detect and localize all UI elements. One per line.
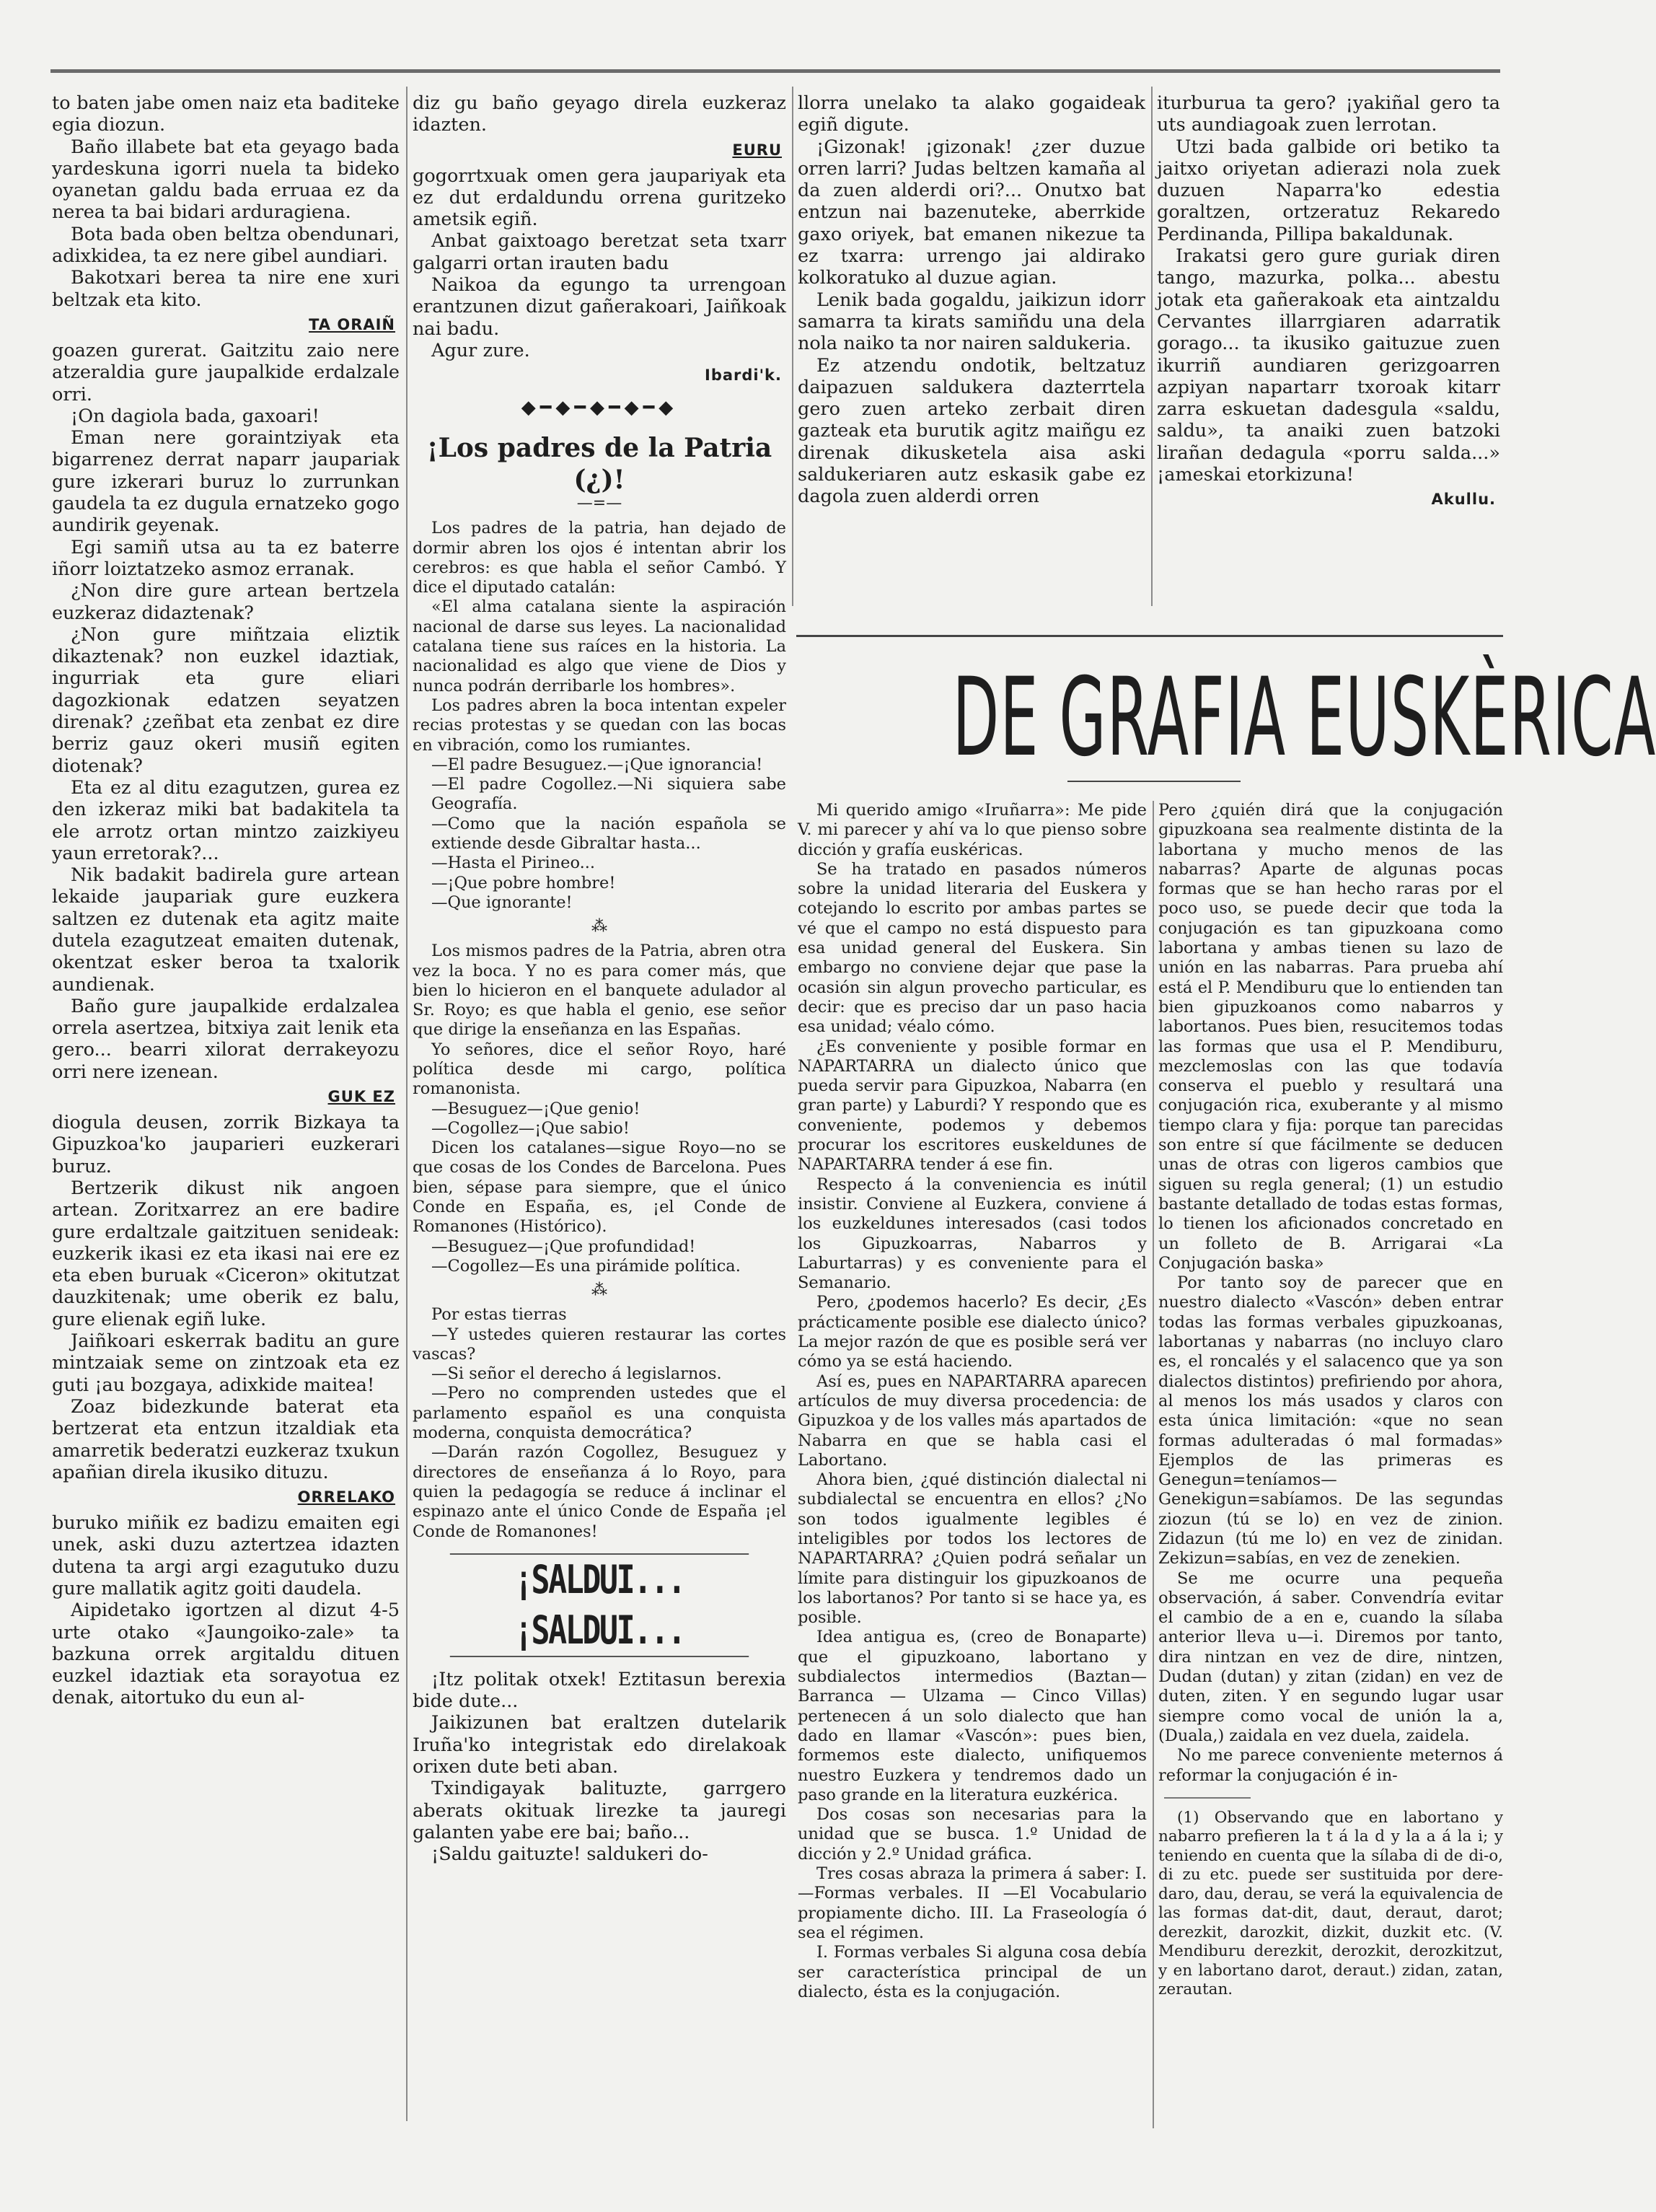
paragraph: ¿Non gure miñtzaia eliztik dikaztenak? non euzkel idaztiak, ingurriak eta gure eliari dagozkionak edatzen seyatzen direnak? ¿zeñbat eta zenbat ez dire berriz gauz okeri musiñ egiten diotenak?	[52, 623, 400, 777]
paragraph: goazen gurerat. Gaitzitu zaio nere atzeraldia gure jaupalkide erdalzale orri.	[52, 339, 400, 405]
paragraph: ¿Non dire gure artean bertzela euzkeraz didaztenak?	[52, 580, 400, 624]
paragraph: Respecto á la conveniencia es inútil insistir. Conviene al Euzkera, conviene á los euzkeldunes interesados (casi todos los Gipuzkoarras, Nabarros y Laburtarras) y es conveniente para el Semanario.	[798, 1175, 1147, 1293]
section-signature: GUK EZ	[327, 1088, 395, 1106]
footnote-text: (1) Observando que en labortano y nabarro prefieren la t á la d y la a á la i; y teniendo en cuenta que la sílaba di de di-o, di zu etc. puede ser sustituida por dere-daro, dau, derau, se verá la equivalencia de las formas dat-dit, daut, deraut, darot; derezkit, darozkit, dizkit, duzkit etc. (V. Mendiburu derezkit, derozkit, derozkitzut, y en labortano darot, deraut.) zidan, zatan, zerautan.	[1158, 1808, 1503, 1999]
column-1	[52, 92, 400, 2134]
paragraph: Jaikizunen bat eraltzen dutelarik Iruña'ko integristak edo direlakoak orixen dute beti aban.	[413, 1712, 786, 1778]
section-signature: ORRELAKO	[297, 1488, 395, 1506]
paragraph: Eta ez al ditu ezagutzen, gurea ez den izkeraz miki bat badakitela ta ele arrotz ortan mintzo zaizkiyeu yaun erretorak?...	[52, 776, 400, 864]
paragraph: Idea antigua es, (creo de Bonaparte) que el gipuzkoano, labortano y subdialectos intermedios (Baztan—Barranca — Ulzama — Cinco Villas) pertenecen á un solo dialecto que han dado en llamar «Vascón»: pues bien, formemos este dialecto, unifiquemos nuestro Euzkera y tendremos dado un paso grande en la literatura euzkérica.	[798, 1628, 1147, 1804]
paragraph: to baten jabe omen naiz eta baditeke egia diozun.	[52, 92, 400, 136]
footnote-rule	[1164, 1797, 1251, 1799]
paragraph: Naikoa da egungo ta urrengoan erantzunen dizut gañerakoari, Jaiñkoak nai badu.	[413, 274, 786, 340]
paragraph: gogorrtxuak omen gera jaupariyak eta ez dut erdaldundu orrena guritzeko ametsik egiñ.	[413, 164, 786, 231]
dialogue-line: —El padre Cogollez.—Ni siquiera sabe Geografía.	[431, 775, 786, 814]
paragraph: Así es, pues en NAPARTARRA aparecen artículos de muy diversa procedencia: de Gipuzkoa y de los valles más apartados de Nabarra en que se habla casi el Labortano.	[798, 1371, 1147, 1470]
paragraph: —Y ustedes quieren restaurar las cortes vascas?	[413, 1325, 786, 1364]
dialogue-line: —Como que la nación española se extiende desde Gibraltar hasta...	[431, 814, 786, 853]
paragraph: Jaiñkoari eskerrak baditu an gure mintzaiak seme on zintzoak eta ez guti ¡au bozgaya, adixkide maitea!	[52, 1330, 400, 1396]
asterism: ⁂	[591, 918, 607, 936]
paragraph: Lenik bada gogaldu, jaikizun idorr samarra ta kirats samiñdu una dela nola naiko ta nor nairen saldukeria.	[798, 289, 1145, 355]
paragraph: Nik badakit badirela gure artean lekaide jaupariak gure euzkera saltzen ez dutenak eta agitz maite dutela ezagutzeat emaiten dutenak, okentzat esker beroa ta txalorik aundienak.	[52, 864, 400, 996]
dialogue-line: —Besuguez—¡Que genio!	[431, 1099, 640, 1118]
paragraph: Por estas tierras	[431, 1305, 567, 1325]
dialogue-line: —El padre Besuguez.—¡Que ignorancia!	[431, 755, 763, 774]
paragraph: Baño illabete bat eta geyago bada yardeskuna igorri nuela ta bideko oyanetan galdu bada erruaa ez da nerea ta bai bidari arduragiena.	[52, 136, 400, 224]
column-divider	[792, 87, 793, 606]
paragraph: Dicen los catalanes—sigue Royo—no se que cosas de los Condes de Barcelona. Pues bien, sépase para siempre, que el único Conde en España, es, ¡el Conde de Romanones (Histórico).	[413, 1138, 786, 1237]
paragraph: —Darán razón Cogollez, Besuguez y directores de enseñanza á lo Royo, para quien la pedagogía se reduce á inclinar el espinazo ante el único Conde de España ¡el Conde de Romanones!	[413, 1443, 786, 1541]
paragraph: diogula deusen, zorrik Bizkaya ta Gipuzkoa'ko jauparieri euzkerari buruz.	[52, 1112, 400, 1177]
paragraph: Anbat gaixtoago beretzat seta txarr galgarri ortan irauten badu	[413, 230, 786, 274]
article-title: ¡SALDUI... ¡SALDUI...	[450, 1553, 749, 1657]
author-signature: Akullu.	[1431, 491, 1496, 509]
dialogue-line: —Hasta el Pirineo...	[431, 853, 596, 873]
paragraph: Utzi bada galbide ori betiko ta jaitxo oriyetan adierazi nola zuek duzuen Naparra'ko edestia goraltzen, ortzeratuz Rekaredo Perdinanda, Pillipa bakaldunak.	[1157, 136, 1500, 245]
paragraph: Se ha tratado en pasados números sobre la unidad literaria del Euskera y cotejando lo escrito por ambas partes se vé que el campo no está dispuesto para esa unidad general del Euskera. Sin embargo no conviene dejar que pase la ocasión sin algun provecho particular, es decir: que es preciso dar un paso hacia esa unidad; véalo cómo.	[798, 859, 1147, 1037]
paragraph: Aipidetako igortzen al dizut 4-5 urte otako «Jaungoiko-zale» ta bazkuna orrek argitaldu dituen euzkel idaztiak eta sorayotua ez denak, aitortuko du eun al-	[52, 1599, 400, 1709]
paragraph: Tres cosas abraza la primera á saber: I.—Formas verbales. II —El Vocabulario propiamente dicho. III. La Fraseología ó sea el régimen.	[798, 1864, 1147, 1942]
paragraph: Bakotxari berea ta nire ene xuri beltzak eta kito.	[52, 267, 400, 311]
paragraph: Mi querido amigo «Iruñarra»: Me pide V. mi parecer y ahí va lo que pienso sobre dicción y grafía euskéricas.	[798, 801, 1147, 859]
column-divider	[406, 87, 408, 2121]
author-signature: Ibardi'k.	[705, 367, 782, 385]
paragraph: ¡Gizonak! ¡gizonak! ¿zer duzue orren larri? Judas beltzen kamaña al da zuen alderdi ori?... Onutxo bat entzun nai bazenuteke, aberrkide gaxo oriyek, bat emanen nikezue ta ez txarra: urrengo jai aldirako kolkoratuko al duzue agian.	[798, 136, 1145, 289]
paragraph: ¡Saldu gaituzte! saldukeri do-	[431, 1843, 708, 1866]
footnote	[1158, 1809, 1503, 2000]
dialogue-line: —Besuguez—¡Que profundidad!	[431, 1237, 696, 1256]
paragraph: Dos cosas son necesarias para la unidad que se busca. 1.º Unidad de dicción y 2.º Unidad gráfica.	[798, 1805, 1147, 1864]
dialogue-line: —Que ignorante!	[431, 892, 573, 912]
column-divider	[1153, 801, 1154, 2128]
paragraph: Zoaz bidezkunde baterat eta bertzerat eta entzun itzaldiak eta amarretik bederatzi euzkeraz txukun apañian direla ikusiko dituzu.	[52, 1395, 400, 1483]
paragraph: Agur zure.	[431, 339, 530, 361]
paragraph: I. Formas verbales Si alguna cosa debía ser característica principal de un dialecto, ésta es la conjugación.	[798, 1943, 1147, 2001]
column-divider	[1151, 87, 1153, 606]
article-column-a	[798, 801, 1147, 2136]
article-column-b	[1158, 801, 1503, 2136]
dialogue-line: —Cogollez—¡Que sabio!	[431, 1118, 630, 1138]
paragraph: —Si señor el derecho á legislarnos.	[431, 1364, 722, 1384]
paragraph: iturburua ta gero? ¡yakiñal gero ta uts aundiagoak zuen lerrotan.	[1157, 92, 1500, 136]
headline-rule	[796, 635, 1503, 637]
paragraph: Pero ¿quién dirá que la conjugación gipuzkoana sea realmente distinta de la labortana y mucho menos de las nabarras? Aparte de algunas pocas formas que se han hecho raras por el poco uso, se puede decir que toda la conjugación es tan gipuzkoana como labortana y ambas tienen su lazo de unión en las nabarras. Para prueba ahí está el P. Mendiburu que lo entienden tan bien gipuzkoanos como nabarros y labortanos. Pues bien, resucitemos todas las formas que usa el P. Mendiburu, mezclemoslas con las que todavía conserva el pueblo y resultará una conjugación rica, exuberante y al mismo tiempo clara y fija: porque tan parecidas son entre sí que fácilmente se deducen unas de otras con ligeros cambios que siguen su regla general; (1) un estudio bastante detallado de todas estas formas, lo tienen los aficionados concretado en un folleto de B. Arrigarai «La Conjugación baska»	[1158, 801, 1503, 1273]
asterism: ⁂	[591, 1281, 607, 1300]
spanish-article	[413, 519, 786, 1542]
ornament-separator: ◆━◆━◆━◆━◆	[521, 397, 678, 419]
paragraph: Baño gure jaupalkide erdalzalea orrela asertzea, bitxiya zait lenik eta gero... bearri xilorat derrakeyozu orri nere izenean.	[52, 995, 400, 1083]
paragraph: No me parece conveniente meternos á reformar la conjugación é in-	[1158, 1746, 1503, 1785]
column-4	[1157, 92, 1500, 619]
column-3	[798, 92, 1145, 619]
paragraph: Por tanto soy de parecer que en nuestro dialecto «Vascón» deben entrar todas las formas verbales gipuzkoanas, labortanas y nabarras (no incluyo claro es, el roncalés y el salacenco que ya son dialectos distintos) prefiriendo por ahora, al menos los más usados y claros con esta única limitación: «que no sean formas adulteradas ó mal formadas» Ejemplos de las primeras es Genegun=teníamos—Genekigun=sabíamos. De las segundas ziozun (tú se lo) en vez de zinion. Zidazun (tú me lo) en vez de zinidan. Zekizun=sabías, en vez de zenekien.	[1158, 1273, 1503, 1568]
paragraph: Se me ocurre una pequeña observación, á saber. Convendría evitar el cambio de a en e, cuando la sílaba anterior lleva u—i. Diremos por tanto, dira nintzan en vez de dire, nintzen, Dudan (dutan) y zitan (zidan) en vez de duten, ziten. Y en segundo lugar usar siempre como vocal de unión la a, (Duala,) zaidala en vez duela, zaidela.	[1158, 1568, 1503, 1745]
paragraph: diz gu baño geyago direla euzkeraz idazten.	[413, 92, 786, 136]
dialogue-line: —Cogollez—Es una pirámide política.	[431, 1256, 741, 1276]
section-signature: EURU	[732, 141, 782, 159]
headline: DE GRAFIA EUSKÈRICA	[952, 655, 1656, 781]
paragraph: Egi samiñ utsa au ta ez baterre iñorr loiztatzeko asmoz erranak.	[52, 536, 400, 580]
paragraph: Los padres de la patria, han dejado de dormir abren los ojos é intentan abrir los cerebros: es que habla el señor Cambó. Y dice el diputado catalán:	[413, 519, 786, 597]
paragraph: ¡On dagiola bada, gaxoari!	[71, 405, 320, 427]
paragraph: Bertzerik dikust nik angoen artean. Zoritxarrez an ere badire gure erdaltzale gaitzituen senideak: euzkerik ikasi ez eta ikasi nai ere ez eta eben buruak «Ciceron» okitutzat dauzkitenak; ume oberik ez balu, gure elienak egiñ luke.	[52, 1177, 400, 1330]
paragraph: buruko miñik ez badizu emaiten egi unek, aski duzu aztertzea idazten dutena ta argi argi ezagutuko duzu gure mallatik agitz goiti daudela.	[52, 1512, 400, 1599]
paragraph: Irakatsi gero gure guriak diren tango, mazurka, polka... abestu jotak eta gañerakoak eta aintzaldu Cervantes illarrgiaren adarratik gorago... ta ikusiko gaituzue zuen ikurriñ aundiaren gerizgoarren azpiyan napartarr txoroak kitarr zarra eskuetan dadesgula «saldu, saldu», ta anaiki zuen batzoki lirañan dedagula «porru salda...» ¡ameskai etorkizuna!	[1157, 245, 1500, 486]
headline-rule	[1067, 781, 1241, 782]
paragraph: Los padres abren la boca intentan expeler recias protestas y se quedan con las bocas en vibración, como los rumiantes.	[413, 695, 786, 755]
paragraph: ¿Es conveniente y posible formar en NAPARTARRA un dialecto único que pueda servir para Gipuzkoa, Nabarra (en gran parte) y Laburdi? Y respondo que es conveniente, podemos y debemos procurar los escritores euskeldunes de NAPARTARRA tender á ese fin.	[798, 1037, 1147, 1175]
paragraph: Los mismos padres de la Patria, abren otra vez la boca. Y no es para comer más, que bien lo hicieron en el banquete adulador al Sr. Royo; es que habla el genio, ese señor que dirige la enseñanza en las Españas.	[413, 942, 786, 1040]
section-signature: TA ORAIÑ	[309, 315, 395, 333]
column-2	[413, 92, 786, 2134]
paragraph: —Pero no comprenden ustedes que el parlamento español es una conquista moderna, conquista democrática?	[413, 1384, 786, 1443]
paragraph: Ahora bien, ¿qué distinción dialectal ni subdialectal se encuentra en ellos? ¿No son todos igualmente legibles é inteligibles por todos los lectores de NAPARTARRA? ¿Quien podrá señalar un límite para distinguir los gipuzkoanos de los labortanos? Por tanto si se hace ya, es posible.	[798, 1470, 1147, 1628]
article-title: ¡Los padres de la Patria (¿)!	[426, 433, 772, 496]
title-dash: —=—	[576, 494, 622, 513]
paragraph: Txindigayak balituzte, garrgero aberats okituak lirezke ta jauregi galanten yabe ere bai; baño...	[413, 1778, 786, 1843]
paragraph: Bota bada oben beltza obendunari, adixkidea, ta ez nere gibel aundiari.	[52, 223, 400, 268]
paragraph: llorra unelako ta alako gogaideak egiñ digute.	[798, 92, 1145, 136]
paragraph: «El alma catalana siente la aspiración nacional de darse sus leyes. La nacionalidad catalana tiene sus raíces en la historia. La nacionalidad es algo que viene de Dios y nunca podrán derribarle los hombres».	[413, 597, 786, 695]
paragraph: ¡Itz politak otxek! Eztitasun berexia bide dute...	[413, 1668, 786, 1713]
top-rule	[50, 69, 1500, 73]
paragraph: Ez atzendu ondotik, beltzatuz daipazuen saldukera dazterrtela gero zuen arteko zerbait diren gazteak eta burutik agitz maiñgu ez direnak dikusketela aisa aski saldukeriaren autz eskasik gabe ez dagola zuen alderdi orren	[798, 354, 1145, 508]
dialogue-line: —¡Que pobre hombre!	[431, 873, 616, 892]
paragraph: Yo señores, dice el señor Royo, haré política desde mi cargo, política romanonista.	[413, 1040, 786, 1099]
paragraph: Eman nere goraintziyak eta bigarrenez derrat naparr jaupariak gure izkerari buruz lo zurrunkan gaudela ta ez dugula ernatzeko gogo aundirik geyenak.	[52, 427, 400, 537]
paragraph: Pero, ¿podemos hacerlo? Es decir, ¿Es prácticamente posible ese dialecto único? La mejor razón de que es posible será ver cómo ya se está haciendo.	[798, 1293, 1147, 1371]
